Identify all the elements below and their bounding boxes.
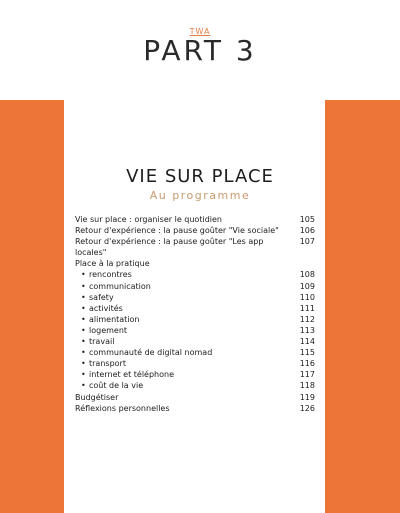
toc-entry-label: • travail: [75, 336, 299, 347]
toc-entry-page: 117: [299, 370, 315, 380]
toc-entry-label: Place à la pratique: [75, 259, 150, 269]
left-accent-band: [0, 100, 64, 513]
part-title: PART 3: [143, 34, 257, 67]
toc-entry-page: 108: [299, 270, 315, 280]
section-subtitle: Au programme: [149, 189, 251, 202]
toc-entry-label: • internet et téléphone: [75, 369, 299, 380]
toc-subentry: [75, 347, 315, 358]
toc-entry-page: 116: [299, 359, 315, 369]
section-title: VIE SUR PLACE: [126, 166, 274, 187]
toc-entry-label: • rencontres: [75, 269, 299, 280]
toc-entry: [75, 392, 315, 403]
toc-entry-page: 107: [299, 237, 315, 247]
toc-subentry: [75, 336, 315, 347]
toc-entry-page: 106: [299, 226, 315, 236]
toc-subentry: [75, 314, 315, 325]
toc-entry-label: • logement: [75, 325, 299, 336]
toc-entry: [75, 403, 315, 414]
toc-entry-page: 113: [299, 325, 315, 335]
toc-entry-label: • communauté de digital nomad: [75, 347, 299, 358]
toc-subentry: [75, 358, 315, 369]
toc-subentry: [75, 281, 315, 292]
toc-subentry: [75, 303, 315, 314]
toc-entry-label: Réflexions personnelles: [75, 403, 170, 413]
toc-entry-label: Vie sur place : organiser le quotidien: [75, 215, 222, 224]
toc-entry-label: Retour d'expérience : la pause goûter "Vie sociale": [75, 226, 279, 236]
toc-entry-page: 126: [299, 403, 315, 413]
toc-subentry: [75, 325, 315, 336]
toc-entry-label: • transport: [75, 358, 299, 369]
toc-entry-label: Budgétiser: [75, 392, 119, 402]
toc-entry-page: 119: [299, 392, 315, 402]
toc-entry: [75, 214, 315, 225]
toc-entry-page: 115: [299, 348, 315, 358]
toc-entry-page: 114: [299, 337, 315, 347]
toc-subentry: [75, 369, 315, 380]
toc-entry-label: • alimentation: [75, 314, 299, 325]
toc-entry-page: 118: [299, 381, 315, 391]
toc-entry-page: 112: [299, 314, 315, 324]
toc-entry-page: 105: [299, 215, 315, 224]
toc-entry-label: • coût de la vie: [75, 380, 299, 391]
toc-entry-label: • activités: [75, 303, 299, 314]
table-of-contents: [75, 214, 315, 414]
toc-subentry: [75, 292, 315, 303]
brand-label: TWA: [189, 27, 211, 36]
right-accent-band: [325, 100, 400, 513]
toc-entry: [75, 225, 315, 236]
toc-entry: [75, 236, 315, 258]
toc-entry-label: Retour d'expérience : la pause goûter "Les app locales": [75, 237, 264, 258]
toc-entry-page: 110: [299, 292, 315, 302]
toc-subentry: [75, 380, 315, 391]
toc-entry-page: 109: [299, 281, 315, 291]
toc-subentry: [75, 269, 315, 280]
toc-entry-label: • communication: [75, 281, 299, 292]
toc-section-heading: [75, 258, 315, 269]
toc-entry-label: • safety: [75, 292, 299, 303]
toc-entry-page: 111: [299, 303, 315, 313]
